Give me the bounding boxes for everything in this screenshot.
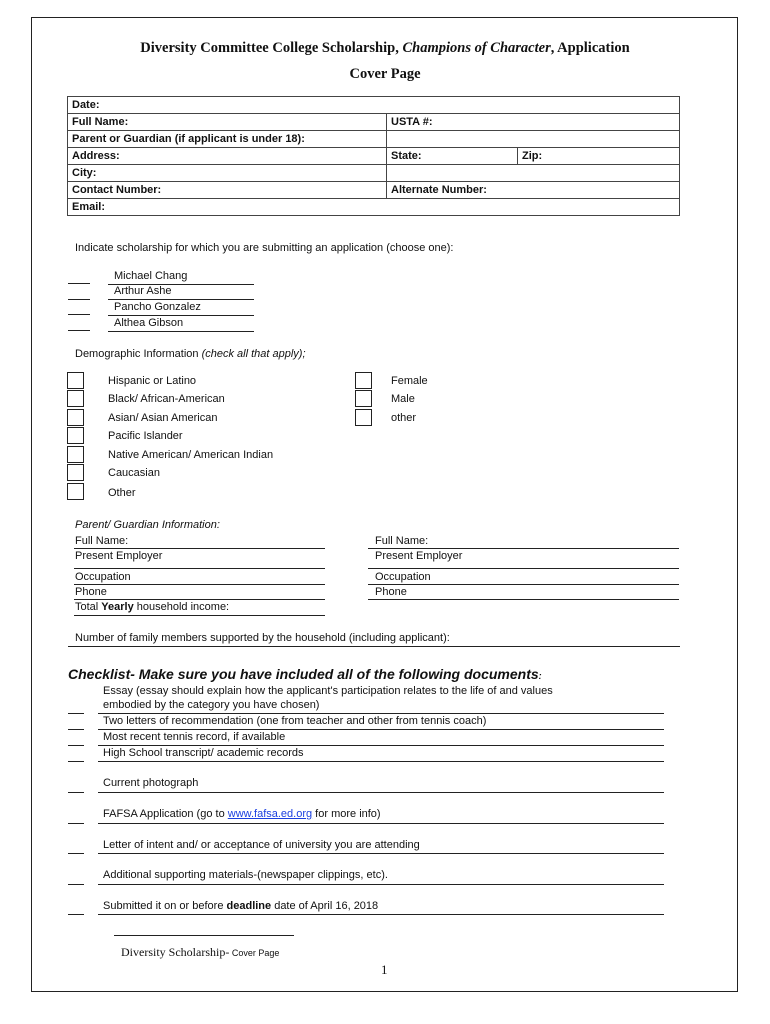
parent-left-label: Occupation bbox=[75, 571, 131, 583]
gender-label: other bbox=[391, 412, 417, 424]
scholarship-blank[interactable] bbox=[68, 299, 90, 300]
check-blank[interactable] bbox=[68, 914, 84, 915]
submitted-pre: Submitted it on or before bbox=[103, 900, 227, 912]
checklist-item-essay: Essay (essay should explain how the applicant's participation relates to the life of and values bbox=[103, 685, 553, 697]
checklist-item-fafsa bbox=[103, 808, 381, 820]
ethnicity-label: Pacific Islander bbox=[108, 430, 183, 442]
usta-field[interactable]: USTA #: bbox=[387, 114, 680, 131]
checklist-item-letters: Two letters of recommendation (one from teacher and other from tennis coach) bbox=[103, 715, 487, 727]
scholarship-blank[interactable] bbox=[68, 283, 90, 284]
scholarship-option: Althea Gibson bbox=[114, 317, 184, 329]
contact-number-field[interactable]: Contact Number: bbox=[68, 182, 387, 199]
item-underline bbox=[98, 853, 664, 854]
ethnicity-label: Hispanic or Latino bbox=[108, 375, 197, 387]
parent-right-label: Occupation bbox=[375, 571, 431, 583]
submitted-bold: deadline bbox=[226, 900, 272, 912]
parent-left-label: Full Name: bbox=[75, 535, 129, 547]
full-name-field[interactable]: Full Name: bbox=[68, 114, 387, 131]
form-subtitle: Cover Page bbox=[349, 66, 421, 82]
city-field-blank[interactable] bbox=[387, 165, 680, 182]
income-label bbox=[75, 601, 229, 613]
footnote-rule bbox=[114, 935, 294, 936]
income-pre: Total bbox=[75, 601, 102, 613]
gender-label: Male bbox=[391, 393, 415, 405]
parent-field-line[interactable] bbox=[368, 599, 679, 600]
footer-label-text: Diversity Scholarship- bbox=[121, 945, 230, 959]
parent-field-line[interactable] bbox=[74, 548, 325, 549]
gender-label: Female bbox=[391, 375, 428, 387]
submitted-post: date of April 16, 2018 bbox=[271, 900, 379, 912]
fafsa-pre: FAFSA Application (go to bbox=[103, 808, 228, 820]
item-underline bbox=[98, 745, 664, 746]
income-post: household income: bbox=[133, 601, 230, 613]
zip-field[interactable]: Zip: bbox=[518, 148, 680, 165]
check-blank[interactable] bbox=[68, 745, 84, 746]
fafsa-link[interactable]: www.fafsa.ed.org bbox=[227, 808, 313, 820]
parent-right-label: Present Employer bbox=[375, 550, 463, 562]
scholarship-option: Michael Chang bbox=[114, 270, 188, 282]
city-field[interactable]: City: bbox=[68, 165, 387, 182]
check-blank[interactable] bbox=[68, 823, 84, 824]
parent-right-label: Phone bbox=[375, 586, 407, 598]
parent-field-line[interactable] bbox=[74, 568, 325, 569]
item-underline bbox=[98, 884, 664, 885]
fafsa-post: for more info) bbox=[312, 808, 381, 820]
parent-right-label: Full Name: bbox=[375, 535, 429, 547]
item-underline bbox=[98, 713, 664, 714]
checkbox[interactable] bbox=[67, 427, 84, 444]
check-blank[interactable] bbox=[68, 761, 84, 762]
checklist-item-submitted bbox=[103, 900, 378, 912]
parent-left-label: Present Employer bbox=[75, 550, 163, 562]
check-blank[interactable] bbox=[68, 792, 84, 793]
checkbox[interactable] bbox=[67, 446, 84, 463]
checkbox[interactable] bbox=[67, 483, 84, 500]
scholarship-blank[interactable] bbox=[68, 314, 90, 315]
check-blank[interactable] bbox=[68, 853, 84, 854]
state-field[interactable]: State: bbox=[387, 148, 518, 165]
option-underline bbox=[108, 299, 254, 300]
checkbox[interactable] bbox=[67, 372, 84, 389]
alternate-number-field[interactable]: Alternate Number: bbox=[387, 182, 680, 199]
parent-field-blank[interactable] bbox=[387, 131, 680, 148]
checklist-item-photo: Current photograph bbox=[103, 777, 199, 789]
checkbox[interactable] bbox=[355, 390, 372, 407]
checklist-title-text: Checklist- Make sure you have included all of the following documents bbox=[68, 666, 539, 682]
item-underline bbox=[98, 729, 664, 730]
ethnicity-label: Other bbox=[108, 487, 136, 499]
family-members-label: Number of family members supported by the household (including applicant): bbox=[75, 632, 450, 644]
item-underline bbox=[98, 792, 664, 793]
check-blank[interactable] bbox=[68, 884, 84, 885]
demographic-prompt bbox=[75, 348, 306, 360]
scholarship-option: Arthur Ashe bbox=[114, 285, 172, 297]
scholarship-prompt: Indicate scholarship for which you are submitting an application (choose one): bbox=[75, 242, 454, 254]
checkbox[interactable] bbox=[355, 372, 372, 389]
title-text-end: , Application bbox=[550, 40, 630, 56]
checklist-item-essay-2: embodied by the category you have chosen) bbox=[103, 699, 320, 711]
checkbox[interactable] bbox=[67, 409, 84, 426]
ethnicity-label: Black/ African-American bbox=[108, 393, 225, 405]
parent-field-line[interactable] bbox=[74, 584, 325, 585]
item-underline bbox=[98, 761, 664, 762]
address-field[interactable]: Address: bbox=[68, 148, 387, 165]
title-text: Diversity Committee College Scholarship, bbox=[140, 40, 403, 56]
parent-field[interactable]: Parent or Guardian (if applicant is under 18): bbox=[68, 131, 387, 148]
parent-field-line[interactable] bbox=[368, 584, 679, 585]
ethnicity-label: Caucasian bbox=[108, 467, 160, 479]
parent-field-line[interactable] bbox=[368, 548, 679, 549]
parent-left-label: Phone bbox=[75, 586, 107, 598]
parent-field-line[interactable] bbox=[368, 568, 679, 569]
footer-label bbox=[121, 945, 279, 960]
checklist-item-intent: Letter of intent and/ or acceptance of university you are attending bbox=[103, 839, 420, 851]
scholarship-blank[interactable] bbox=[68, 330, 90, 331]
scholarship-option: Pancho Gonzalez bbox=[114, 301, 201, 313]
checklist-item-additional: Additional supporting materials-(newspaper clippings, etc). bbox=[103, 869, 388, 881]
parent-info-heading: Parent/ Guardian Information: bbox=[75, 519, 220, 531]
form-title bbox=[0, 40, 770, 57]
applicant-info-table bbox=[67, 96, 680, 216]
checklist-title-suffix: : bbox=[538, 671, 542, 681]
date-field[interactable]: Date: bbox=[68, 97, 680, 114]
ethnicity-label: Asian/ Asian American bbox=[108, 412, 218, 424]
income-bold: Yearly bbox=[101, 601, 134, 613]
ethnicity-label: Native American/ American Indian bbox=[108, 449, 274, 461]
option-underline bbox=[108, 315, 254, 316]
checkbox[interactable] bbox=[67, 390, 84, 407]
demographic-prompt-italic: (check all that apply); bbox=[201, 348, 306, 360]
parent-field-line[interactable] bbox=[74, 599, 325, 600]
income-field-line[interactable] bbox=[74, 615, 325, 616]
checkbox[interactable] bbox=[355, 409, 372, 426]
item-underline bbox=[98, 823, 664, 824]
option-underline bbox=[108, 331, 254, 332]
page-number: 1 bbox=[381, 962, 388, 977]
check-blank[interactable] bbox=[68, 729, 84, 730]
checklist-item-transcript: High School transcript/ academic records bbox=[103, 747, 304, 759]
checkbox[interactable] bbox=[67, 464, 84, 481]
checklist-title bbox=[68, 666, 542, 682]
demographic-prompt-text: Demographic Information bbox=[75, 348, 202, 360]
item-underline bbox=[98, 914, 664, 915]
email-field[interactable]: Email: bbox=[68, 199, 680, 216]
check-blank[interactable] bbox=[68, 713, 84, 714]
checklist-item-tennis: Most recent tennis record, if available bbox=[103, 731, 286, 743]
title-italic: Champions of Character bbox=[402, 40, 551, 56]
family-members-line[interactable] bbox=[68, 646, 680, 647]
footer-label-small: Cover Page bbox=[229, 948, 280, 958]
